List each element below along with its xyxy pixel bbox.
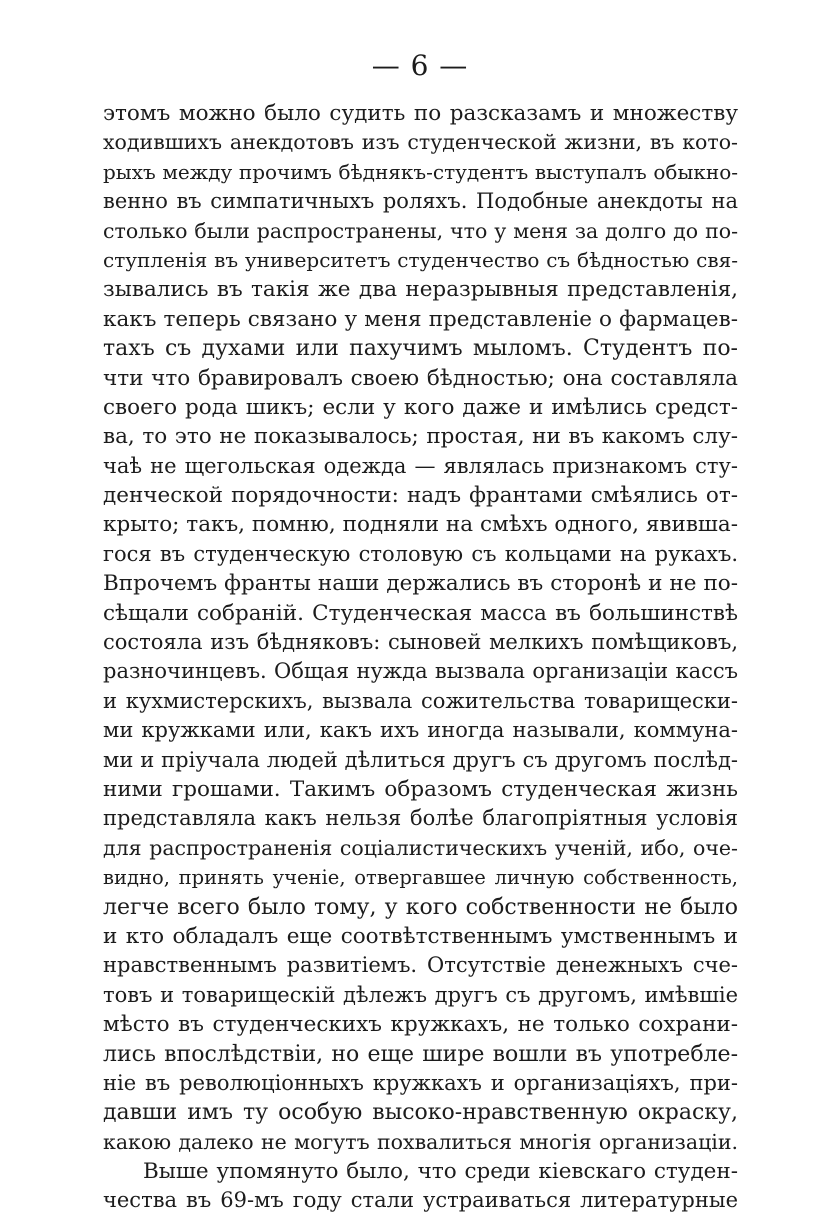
text-line: ніе въ революціонныхъ кружкахъ и организаціяхъ, при- [103,1070,738,1095]
text-line: столько были распространены, что у меня за долго до по- [103,218,738,243]
text-line: нравственнымъ развитіемъ. Отсутствіе денежныхъ сче- [103,953,738,978]
paragraph [103,99,738,1157]
text-line: и кто обладалъ еще соотвѣтственнымъ умственнымъ и [103,923,738,949]
text-line: этомъ можно было судить по разсказамъ и множеству [103,101,738,126]
text-line: состояла изъ бѣдняковъ: сыновей мелкихъ помѣщиковъ, [103,630,738,655]
text-line: для распространенія соціалистическихъ ученій, ибо, оче- [103,835,738,860]
text-line: ми и пріучала людей дѣлиться другъ съ другомъ послѣд- [103,747,738,772]
text-line: чества въ 69-мъ году стали устраиваться литературные [103,1188,738,1213]
text-line: какъ теперь связано у меня представленіе о фармацев- [103,306,738,332]
body-text [103,99,738,1216]
text-line: чаѣ не щегольская одежда — являлась признакомъ сту- [103,453,738,478]
text-line: ними грошами. Такимъ образомъ студенческая жизнь [103,776,738,802]
text-line: Выше упомянуто было, что среди кіевскаго студен- [143,1159,738,1185]
page-number: — 6 — [371,49,469,82]
text-line: и кухмистерскихъ, вызвала сожительства товарищески- [103,688,738,713]
text-line: зывались въ такія же два неразрывныя представленія, [103,277,738,303]
text-line: мѣсто въ студенческихъ кружкахъ, не только сохрани- [103,1012,738,1038]
text-line: разночинцевъ. Общая нужда вызвала организаціи кассъ [103,659,738,684]
text-line: сѣщали собраній. Студенческая масса въ большинствѣ [103,600,738,626]
text-line: представляла какъ нельзя болѣе благопріятныя условія [103,806,738,831]
text-line: тахъ съ духами или пахучимъ мыломъ. Студентъ по- [103,336,738,362]
text-line: видно, принять ученіе, отвергавшее личную собственность, [103,866,738,890]
text-line: легче всего было тому, у кого собственности не было [103,894,738,920]
text-line: своего рода шикъ; если у кого даже и имѣлись средст- [103,394,738,420]
text-line: ходившихъ анекдотовъ изъ студенческой жизни, въ кото- [103,130,738,155]
text-line: венно въ симпатичныхъ роляхъ. Подобные анекдоты на [103,189,738,214]
text-line: гося въ студенческую столовую съ кольцами на рукахъ. [103,541,738,566]
text-line: какою далеко не могутъ похвалиться многія организаціи. [103,1129,738,1154]
text-line: ми кружками или, какъ ихъ иногда называли, коммуна- [103,718,738,743]
text-line: давши имъ ту особую высоко-нравственную окраску, [103,1100,738,1126]
text-line: Впрочемъ франты наши держались въ сторонѣ и не по- [103,571,738,597]
text-line: лись впослѣдствіи, но еще шире вошли въ употребле- [103,1041,738,1067]
text-line: чти что бравировалъ своею бѣдностью; она составляла [103,365,738,391]
text-line: крыто; такъ, помню, подняли на смѣхъ одного, явивша- [103,512,738,538]
text-line: товъ и товарищескій дѣлежъ другъ съ другомъ, имѣвшіе [103,982,738,1007]
text-line: ступленія въ университетъ студенчество съ бѣдностью свя- [103,247,738,272]
text-line: денческой порядочности: надъ франтами смѣялись от- [103,483,738,509]
text-line: рыхъ между прочимъ бѣднякъ-студентъ выступалъ обыкно- [103,159,738,184]
paragraph [103,1157,738,1216]
text-line: ва, то это не показывалось; простая, ни въ какомъ слу- [103,424,738,450]
